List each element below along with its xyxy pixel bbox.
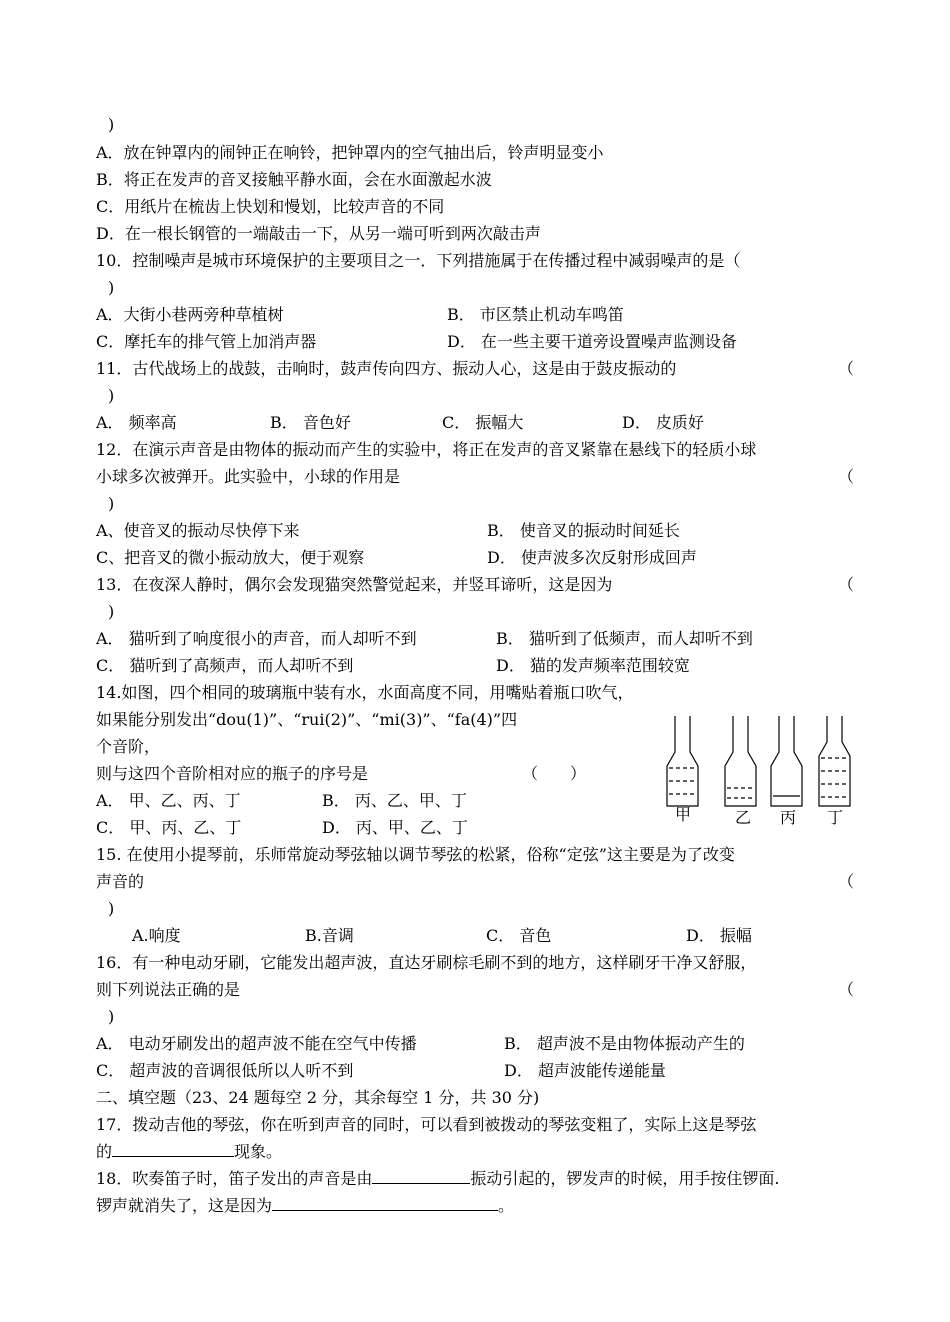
q13-option-d: D． 猫的发声频率范围较宽 xyxy=(496,656,690,675)
q16-option-d: D． 超声波能传递能量 xyxy=(504,1061,666,1080)
bottle-label-bing: 丙 xyxy=(780,808,797,827)
q11-stem: 11．古代战场上的战鼓，击响时，鼓声传向四方、振动人心，这是由于鼓皮振动的 xyxy=(96,359,677,378)
q16-option-b: B． 超声波不是由物体振动产生的 xyxy=(504,1034,745,1053)
q14-stem-line1: 14.如图，四个相同的玻璃瓶中装有水，水面高度不同，用嘴贴着瓶口吹气， xyxy=(96,683,634,702)
bottle-label-yi: 乙 xyxy=(735,808,752,827)
q18-post-text-1: 振动引起的，锣发声的时候，用手按住锣面. xyxy=(470,1169,780,1188)
q15-paren-close: ) xyxy=(108,899,115,918)
q18-line1 xyxy=(96,1167,779,1191)
q11-option-c: C． 振幅大 xyxy=(442,413,524,432)
q12-option-a: A、使音叉的振动尽快停下来 xyxy=(96,521,300,540)
q15-option-c: C． 音色 xyxy=(486,926,552,945)
q9-option-a: A．放在钟罩内的闹钟正在响铃，把钟罩内的空气抽出后，铃声明显变小 xyxy=(96,143,604,162)
q13-option-c: C． 猫听到了高频声，而人却听不到 xyxy=(96,656,354,675)
q12-stem-line2: 小球多次被弹开。此实验中，小球的作用是 xyxy=(96,467,401,486)
q13-paren-open: （ xyxy=(838,575,855,594)
q9-paren-close: ) xyxy=(108,115,115,134)
bottle-ding xyxy=(819,716,850,806)
q16-option-c: C． 超声波的音调很低所以人听不到 xyxy=(96,1061,354,1080)
q14-option-c: C． 甲、丙、乙、丁 xyxy=(96,818,242,837)
q10-paren-close: ) xyxy=(108,278,115,297)
q18-post-text-2: 。 xyxy=(498,1196,515,1215)
q12-option-d: D． 使声波多次反射形成回声 xyxy=(487,548,697,567)
q13-paren-close: ) xyxy=(108,602,115,621)
q15-option-d: D． 振幅 xyxy=(686,926,752,945)
q11-option-a: A． 频率高 xyxy=(96,413,177,432)
q14-answer-paren: （ ） xyxy=(522,764,587,783)
q17-post-text: 现象。 xyxy=(234,1142,283,1161)
q14-stem-line2: 如果能分别发出“dou(1)”、“rui(2)”、“mi(3)”、“fa(4)”四 xyxy=(96,710,518,729)
q12-option-c: C、把音叉的微小振动放大，便于观察 xyxy=(96,548,365,567)
q16-stem-line2: 则下列说法正确的是 xyxy=(96,980,241,999)
bottle-yi xyxy=(725,716,756,806)
q17-stem-line2 xyxy=(96,1140,282,1164)
q10-option-b: B． 市区禁止机动车鸣笛 xyxy=(447,305,624,324)
q15-paren-open: （ xyxy=(838,872,855,891)
q18-answer-blank-1[interactable] xyxy=(372,1167,470,1184)
q9-option-d: D．在一根长钢管的一端敲击一下，从另一端可听到两次敲击声 xyxy=(96,224,541,243)
q12-paren-close: ) xyxy=(108,494,115,513)
q9-option-b: B．将正在发声的音叉接触平静水面，会在水面激起水波 xyxy=(96,170,492,189)
bottle-jia xyxy=(667,716,698,806)
q13-option-b: B． 猫听到了低频声，而人却听不到 xyxy=(496,629,753,648)
q14-stem-line4: 则与这四个音阶相对应的瓶子的序号是 xyxy=(96,764,369,783)
bottle-label-ding: 丁 xyxy=(827,808,844,827)
q14-option-d: D． 丙、甲、乙、丁 xyxy=(322,818,468,837)
q13-option-a: A． 猫听到了响度很小的声音，而人却听不到 xyxy=(96,629,417,648)
q15-stem-line1: 15. 在使用小提琴前，乐师常旋动琴弦轴以调节琴弦的松紧，俗称“定弦”这主要是为了改变 xyxy=(96,845,735,864)
q12-stem-line1: 12．在演示声音是由物体的振动而产生的实验中，将正在发声的音叉紧靠在悬线下的轻质小球 xyxy=(96,440,757,459)
q16-paren-open: （ xyxy=(838,980,855,999)
q13-stem: 13．在夜深人静时，偶尔会发现猫突然警觉起来，并竖耳谛听，这是因为 xyxy=(96,575,613,594)
bottle-bing xyxy=(771,716,802,806)
q14-option-a: A． 甲、乙、丙、丁 xyxy=(96,791,241,810)
q17-answer-blank[interactable] xyxy=(112,1140,234,1157)
q18-answer-blank-2[interactable] xyxy=(272,1194,498,1211)
q14-option-b: B． 丙、乙、甲、丁 xyxy=(322,791,467,810)
q15-option-a: A.响度 xyxy=(132,926,181,945)
q16-stem-line1: 16．有一种电动牙刷，它能发出超声波，直达牙刷棕毛刷不到的地方，这样刷牙干净又舒服， xyxy=(96,953,757,972)
q14-stem-line3: 个音阶， xyxy=(96,737,161,756)
q18-line2 xyxy=(96,1194,514,1218)
q10-option-a: A．大街小巷两旁种草植树 xyxy=(96,305,284,324)
q17-stem-line1: 17．拨动吉他的琴弦，你在听到声音的同时，可以看到被拨动的琴弦变粗了，实际上这是琴弦 xyxy=(96,1115,757,1134)
q9-option-c: C．用纸片在梳齿上快划和慢划，比较声音的不同 xyxy=(96,197,445,216)
q12-paren-open: （ xyxy=(838,467,855,486)
q11-paren-open: （ xyxy=(838,359,855,378)
bottles-figure xyxy=(655,708,865,828)
bottle-label-jia: 甲 xyxy=(675,805,692,824)
q11-option-b: B． 音色好 xyxy=(270,413,351,432)
q18-pre-text-1: 18．吹奏笛子时，笛子发出的声音是由 xyxy=(96,1169,373,1188)
q16-option-a: A． 电动牙刷发出的超声波不能在空气中传播 xyxy=(96,1034,417,1053)
q18-pre-text-2: 锣声就消失了，这是因为 xyxy=(96,1196,273,1215)
q12-option-b: B． 使音叉的振动时间延长 xyxy=(487,521,680,540)
q16-paren-close: ) xyxy=(108,1007,115,1026)
section-fill-in-title: 二、填空题（23、24 题每空 2 分，其余每空 1 分，共 30 分) xyxy=(96,1088,540,1107)
q17-pre-text: 的 xyxy=(96,1142,113,1161)
q10-stem: 10．控制噪声是城市环境保护的主要项目之一．下列措施属于在传播过程中减弱噪声的是（ xyxy=(96,251,741,270)
q10-option-d: D． 在一些主要干道旁设置噪声监测设备 xyxy=(447,332,737,351)
q15-stem-line2: 声音的 xyxy=(96,872,145,891)
q15-option-b: B.音调 xyxy=(305,926,354,945)
q11-option-d: D． 皮质好 xyxy=(622,413,704,432)
q10-option-c: C．摩托车的排气管上加消声器 xyxy=(96,332,317,351)
q11-paren-close: ) xyxy=(108,386,115,405)
